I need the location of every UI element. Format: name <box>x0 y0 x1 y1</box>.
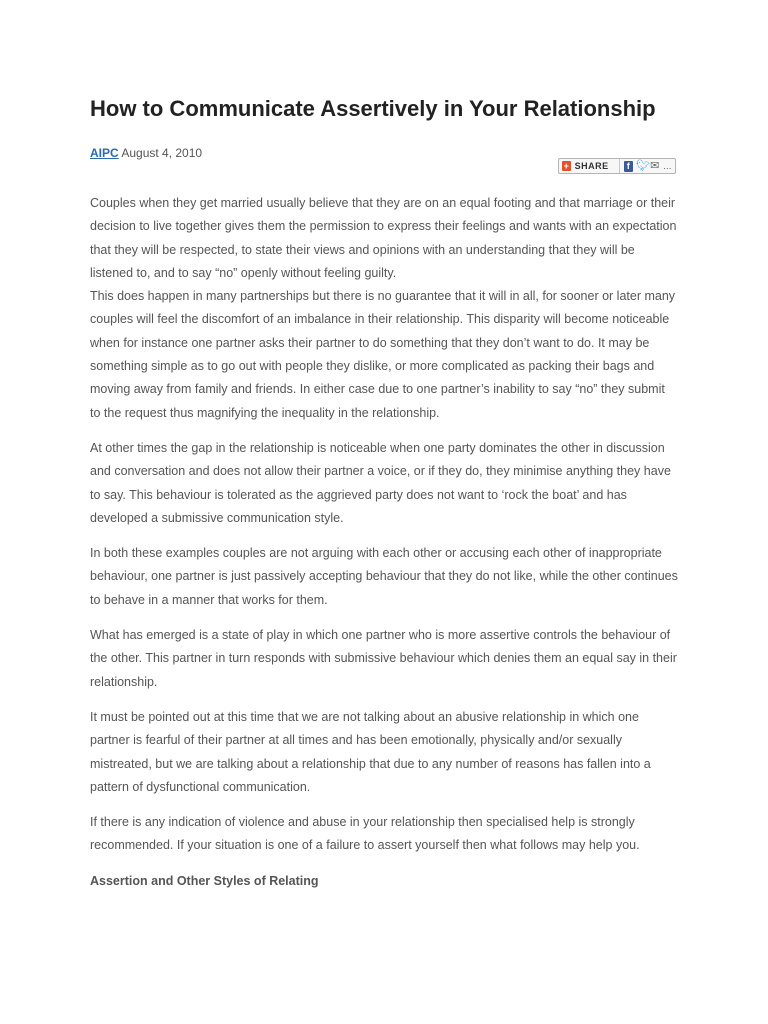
share-label: SHARE <box>574 161 609 171</box>
paragraph: It must be pointed out at this time that we are not talking about an abusive relationship in which one partner is fearful of their partner at all times and has been emotionally, physically and/or sexually mistreated, but we are talking about a relationship that due to any number of reasons has fallen into a pattern of dysfunctional communication. <box>90 709 651 794</box>
paragraph: Couples when they get married usually believe that they are on an equal footing and that marriage or their decision to live together gives them the permission to express their feelings and wants with an expectation that they will be respected, to state their views and opinions with an understanding that they will be listened to, and to say “no” openly without feeling guilty. <box>90 196 677 280</box>
share-button[interactable] <box>558 158 676 174</box>
author-link[interactable]: AIPC <box>90 146 119 160</box>
byline <box>90 145 202 161</box>
share-divider <box>619 159 620 173</box>
article-title: How to Communicate Assertively in Your Relationship <box>90 96 656 121</box>
section-heading: Assertion and Other Styles of Relating <box>90 873 319 888</box>
paragraph: What has emerged is a state of play in which one partner who is more assertive controls the behaviour of the other. This partner in turn responds with submissive behaviour which denies them an equal say in their relationship. <box>90 628 677 689</box>
paragraph: This does happen in many partnerships but there is no guarantee that it will in all, for sooner or later many couples will feel the discomfort of an imbalance in their relationship. This disparity will become noticeable when for instance one partner asks their partner to do something that they don’t want to do. It may be something simple as to go out with people they dislike, or more complicated as packing their bags and moving away from family and friends. In either case due to one partner’s inability to say “no” they submit to the request thus magnifying the inequality in the relationship. <box>90 289 676 420</box>
paragraph: In both these examples couples are not arguing with each other or accusing each other of inappropriate behaviour, one partner is just passively accepting behaviour that they do not like, while the other continues to behave in a manner that works for them. <box>90 546 678 607</box>
twitter-icon[interactable]: 🐦︎ <box>636 159 650 172</box>
more-icon[interactable]: … <box>662 160 672 171</box>
facebook-icon[interactable]: f <box>624 161 634 172</box>
email-icon[interactable]: ✉ <box>650 159 660 172</box>
article-body <box>90 192 678 905</box>
paragraph: At other times the gap in the relationship is noticeable when one party dominates the other in discussion and conversation and does not allow their partner a voice, or if they do, they minimise anything they have to say. This behaviour is tolerated as the aggrieved party does not want to ‘rock the boat’ and has developed a submissive communication style. <box>90 440 671 525</box>
paragraph: If there is any indication of violence and abuse in your relationship then specialised help is strongly recommended. If your situation is one of a failure to assert yourself then what follows may help you. <box>90 815 640 853</box>
publish-date: August 4, 2010 <box>121 146 203 160</box>
addthis-plus-icon: + <box>563 161 569 171</box>
